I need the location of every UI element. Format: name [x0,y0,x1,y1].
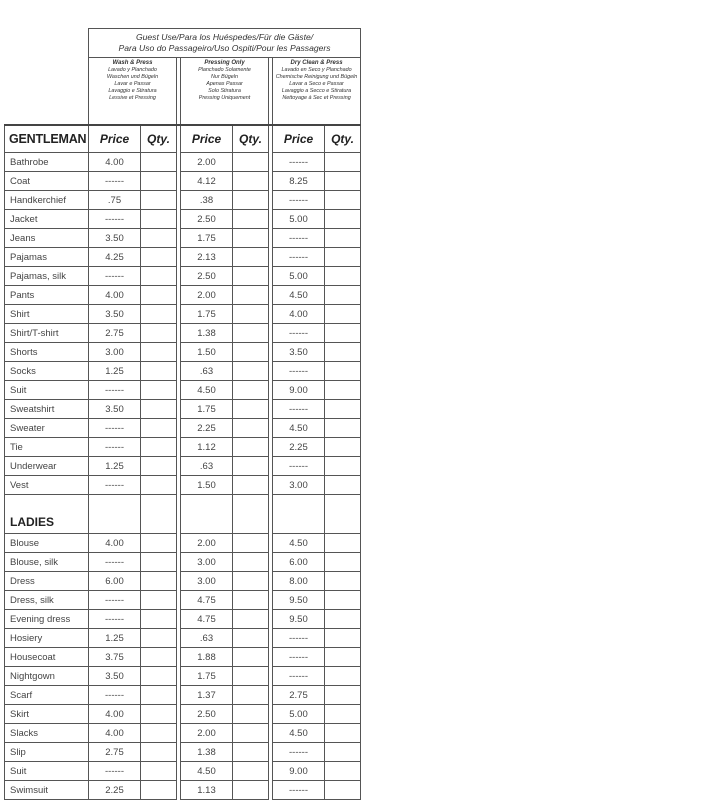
price-wash-cell: 4.00 [89,724,141,743]
qty-press-cell[interactable] [233,267,269,286]
item-name: Suit [5,381,89,400]
price-wash-cell: ------ [89,476,141,495]
qty-dry-cell[interactable] [325,648,361,667]
item-name: Shorts [5,343,89,362]
qty-press-cell[interactable] [233,248,269,267]
price-press-cell: 4.50 [181,762,233,781]
price-wash-cell: 3.50 [89,305,141,324]
price-wash-cell: ------ [89,267,141,286]
qty-press-cell[interactable] [233,362,269,381]
qty-dry-cell[interactable] [325,343,361,362]
price-header: Price [181,125,233,153]
table-row [5,629,361,648]
price-press-cell: 1.50 [181,343,233,362]
qty-press-cell[interactable] [233,438,269,457]
price-wash-cell: 4.00 [89,705,141,724]
qty-press-cell[interactable] [233,210,269,229]
price-dry-cell: 4.00 [273,305,325,324]
price-press-cell: 1.88 [181,648,233,667]
qty-dry-cell[interactable] [325,781,361,800]
item-name: Slip [5,743,89,762]
price-press-cell: .38 [181,191,233,210]
price-wash-cell: 4.00 [89,286,141,305]
qty-press-cell[interactable] [233,534,269,553]
price-press-cell: 2.00 [181,153,233,172]
qty-press-cell[interactable] [233,553,269,572]
service-wash-press: Wash & Press Lavado y Planchado Waschen und Bügeln Lavar e Passar Lavaggio e Stiratura Lessive et Pressing [89,58,177,126]
price-dry-cell: 3.00 [273,476,325,495]
item-name: Pajamas [5,248,89,267]
qty-wash-cell[interactable] [141,781,177,800]
price-dry-cell: ------ [273,743,325,762]
qty-wash-cell[interactable] [141,191,177,210]
price-press-cell: 4.50 [181,381,233,400]
price-press-cell: 2.00 [181,286,233,305]
qty-wash-cell[interactable] [141,153,177,172]
item-name: Suit [5,762,89,781]
table-row [5,362,361,381]
qty-dry-cell[interactable] [325,191,361,210]
table-row [5,648,361,667]
qty-dry-cell[interactable] [325,172,361,191]
qty-wash-cell[interactable] [141,362,177,381]
qty-press-cell[interactable] [233,286,269,305]
price-dry-cell: ------ [273,362,325,381]
qty-wash-cell[interactable] [141,705,177,724]
table-row [5,305,361,324]
qty-wash-cell[interactable] [141,286,177,305]
qty-dry-cell[interactable] [325,305,361,324]
price-wash-cell: ------ [89,610,141,629]
price-wash-cell: 3.50 [89,400,141,419]
qty-wash-cell[interactable] [141,381,177,400]
price-press-cell: 1.75 [181,667,233,686]
table-row [5,324,361,343]
qty-press-cell[interactable] [233,762,269,781]
table-row [5,743,361,762]
price-press-cell: 2.50 [181,705,233,724]
qty-wash-cell[interactable] [141,305,177,324]
price-header: Price [89,125,141,153]
price-wash-cell: 2.75 [89,743,141,762]
qty-dry-cell[interactable] [325,324,361,343]
price-press-cell: .63 [181,457,233,476]
qty-wash-cell[interactable] [141,267,177,286]
table-row [5,343,361,362]
price-press-cell: 1.37 [181,686,233,705]
price-press-cell: 2.00 [181,534,233,553]
price-dry-cell: 4.50 [273,534,325,553]
qty-wash-cell[interactable] [141,172,177,191]
qty-wash-cell[interactable] [141,553,177,572]
qty-wash-cell[interactable] [141,724,177,743]
price-wash-cell: 2.25 [89,781,141,800]
price-dry-cell: ------ [273,400,325,419]
ladies-header-row [5,495,361,534]
table-row [5,553,361,572]
price-dry-cell: ------ [273,248,325,267]
price-press-cell: .63 [181,629,233,648]
qty-press-cell[interactable] [233,381,269,400]
table-row [5,667,361,686]
price-dry-cell: 9.50 [273,591,325,610]
item-name: Blouse, silk [5,553,89,572]
price-dry-cell: ------ [273,667,325,686]
price-dry-cell: 2.25 [273,438,325,457]
price-dry-cell: ------ [273,781,325,800]
section-title-gentleman: GENTLEMAN [5,125,89,153]
price-press-cell: 1.75 [181,400,233,419]
qty-dry-cell[interactable] [325,229,361,248]
price-dry-cell: 4.50 [273,286,325,305]
item-name: Hosiery [5,629,89,648]
qty-wash-cell[interactable] [141,591,177,610]
price-press-cell: 1.13 [181,781,233,800]
price-press-cell: 2.13 [181,248,233,267]
price-press-cell: 1.12 [181,438,233,457]
item-name: Sweatshirt [5,400,89,419]
qty-wash-cell[interactable] [141,534,177,553]
price-dry-cell: 3.50 [273,343,325,362]
qty-wash-cell[interactable] [141,743,177,762]
item-name: Shirt [5,305,89,324]
gentleman-header-row [5,125,361,153]
price-wash-cell: 6.00 [89,572,141,591]
qty-press-cell[interactable] [233,172,269,191]
price-wash-cell: ------ [89,591,141,610]
qty-press-cell[interactable] [233,400,269,419]
table-row [5,172,361,191]
table-row [5,591,361,610]
qty-press-cell[interactable] [233,743,269,762]
table-row [5,400,361,419]
qty-wash-cell[interactable] [141,686,177,705]
qty-press-cell[interactable] [233,153,269,172]
price-wash-cell: 4.00 [89,534,141,553]
item-name: Bathrobe [5,153,89,172]
qty-wash-cell[interactable] [141,476,177,495]
price-dry-cell: ------ [273,229,325,248]
item-name: Vest [5,476,89,495]
item-name: Blouse [5,534,89,553]
qty-dry-cell[interactable] [325,248,361,267]
item-name: Swimsuit [5,781,89,800]
item-name: Jeans [5,229,89,248]
price-press-cell: .63 [181,362,233,381]
qty-press-cell[interactable] [233,629,269,648]
price-wash-cell: ------ [89,686,141,705]
qty-dry-cell[interactable] [325,381,361,400]
qty-press-cell[interactable] [233,591,269,610]
price-press-cell: 1.75 [181,229,233,248]
item-name: Socks [5,362,89,381]
price-press-cell: 3.00 [181,553,233,572]
table-row [5,438,361,457]
item-name: Tie [5,438,89,457]
table-row [5,267,361,286]
qty-wash-cell[interactable] [141,419,177,438]
price-wash-cell: 4.25 [89,248,141,267]
qty-press-cell[interactable] [233,610,269,629]
qty-dry-cell[interactable] [325,762,361,781]
qty-header: Qty. [325,125,361,153]
qty-dry-cell[interactable] [325,743,361,762]
price-press-cell: 4.75 [181,591,233,610]
item-name: Sweater [5,419,89,438]
qty-dry-cell[interactable] [325,419,361,438]
table-row [5,762,361,781]
item-name: Dress, silk [5,591,89,610]
table-row [5,686,361,705]
price-press-cell: 1.50 [181,476,233,495]
qty-wash-cell[interactable] [141,457,177,476]
price-dry-cell: 5.00 [273,705,325,724]
price-table [4,28,361,800]
price-header: Price [273,125,325,153]
item-name: Pants [5,286,89,305]
price-dry-cell: 5.00 [273,210,325,229]
qty-press-cell[interactable] [233,457,269,476]
price-press-cell: 2.50 [181,210,233,229]
price-wash-cell: ------ [89,553,141,572]
qty-press-cell[interactable] [233,686,269,705]
price-press-cell: 2.25 [181,419,233,438]
qty-wash-cell[interactable] [141,343,177,362]
qty-wash-cell[interactable] [141,572,177,591]
qty-press-cell[interactable] [233,343,269,362]
qty-dry-cell[interactable] [325,153,361,172]
qty-dry-cell[interactable] [325,210,361,229]
qty-press-cell[interactable] [233,781,269,800]
price-wash-cell: 4.00 [89,153,141,172]
item-name: Slacks [5,724,89,743]
table-row [5,572,361,591]
price-dry-cell: 4.50 [273,419,325,438]
qty-wash-cell[interactable] [141,438,177,457]
qty-dry-cell[interactable] [325,400,361,419]
table-row [5,191,361,210]
qty-dry-cell[interactable] [325,686,361,705]
qty-press-cell[interactable] [233,648,269,667]
table-row [5,724,361,743]
table-row [5,286,361,305]
price-wash-cell: ------ [89,172,141,191]
qty-dry-cell[interactable] [325,286,361,305]
qty-wash-cell[interactable] [141,210,177,229]
price-wash-cell: 3.00 [89,343,141,362]
item-name: Nightgown [5,667,89,686]
item-name: Pajamas, silk [5,267,89,286]
price-wash-cell: ------ [89,419,141,438]
qty-dry-cell[interactable] [325,553,361,572]
item-name: Jacket [5,210,89,229]
qty-dry-cell[interactable] [325,457,361,476]
qty-press-cell[interactable] [233,667,269,686]
price-press-cell: 2.00 [181,724,233,743]
qty-press-cell[interactable] [233,572,269,591]
price-dry-cell: ------ [273,629,325,648]
qty-dry-cell[interactable] [325,438,361,457]
table-row [5,705,361,724]
qty-dry-cell[interactable] [325,267,361,286]
price-dry-cell: 4.50 [273,724,325,743]
price-dry-cell: 8.25 [273,172,325,191]
qty-header: Qty. [233,125,269,153]
table-row [5,781,361,800]
guest-use-row [5,29,361,58]
qty-press-cell[interactable] [233,476,269,495]
item-name: Skirt [5,705,89,724]
price-dry-cell: 9.00 [273,381,325,400]
price-press-cell: 1.38 [181,324,233,343]
price-dry-cell: 8.00 [273,572,325,591]
qty-press-cell[interactable] [233,724,269,743]
item-name: Dress [5,572,89,591]
item-name: Scarf [5,686,89,705]
price-dry-cell: ------ [273,191,325,210]
price-dry-cell: 9.50 [273,610,325,629]
table-row [5,229,361,248]
qty-dry-cell[interactable] [325,705,361,724]
qty-wash-cell[interactable] [141,610,177,629]
price-press-cell: 1.75 [181,305,233,324]
price-press-cell: 2.50 [181,267,233,286]
item-name: Housecoat [5,648,89,667]
section-title-ladies: LADIES [5,495,89,534]
price-press-cell: 1.38 [181,743,233,762]
table-row [5,419,361,438]
qty-wash-cell[interactable] [141,400,177,419]
price-press-cell: 4.12 [181,172,233,191]
table-row [5,457,361,476]
qty-press-cell[interactable] [233,305,269,324]
qty-dry-cell[interactable] [325,610,361,629]
service-dry-clean-press: Dry Clean & Press Lavado en Seco y Planchado Chemische Reinigung und Bügeln Lavar a Seco e Passar Lavaggio a Secco e Stiratura Nettoyage à Sec et Pressing [273,58,361,126]
price-wash-cell: ------ [89,762,141,781]
qty-header: Qty. [141,125,177,153]
item-name: Underwear [5,457,89,476]
price-dry-cell: 9.00 [273,762,325,781]
qty-press-cell[interactable] [233,705,269,724]
price-dry-cell: 6.00 [273,553,325,572]
table-row [5,153,361,172]
qty-wash-cell[interactable] [141,762,177,781]
qty-press-cell[interactable] [233,229,269,248]
qty-dry-cell[interactable] [325,629,361,648]
guest-use-header: Guest Use/Para los Huéspedes/Für die Gäste/ Para Uso do Passageiro/Uso Ospiti/Pour les Passagers [89,29,361,58]
price-wash-cell: 3.50 [89,667,141,686]
price-wash-cell: 2.75 [89,324,141,343]
table-row [5,248,361,267]
qty-press-cell[interactable] [233,419,269,438]
price-wash-cell: 3.50 [89,229,141,248]
price-dry-cell: 2.75 [273,686,325,705]
qty-dry-cell[interactable] [325,476,361,495]
qty-wash-cell[interactable] [141,324,177,343]
table-row [5,381,361,400]
price-dry-cell: 5.00 [273,267,325,286]
item-name: Shirt/T-shirt [5,324,89,343]
laundry-price-list [4,28,356,800]
price-dry-cell: ------ [273,457,325,476]
qty-wash-cell[interactable] [141,229,177,248]
price-wash-cell: 1.25 [89,629,141,648]
table-row [5,610,361,629]
qty-press-cell[interactable] [233,191,269,210]
qty-wash-cell[interactable] [141,248,177,267]
price-wash-cell: 3.75 [89,648,141,667]
qty-press-cell[interactable] [233,324,269,343]
price-wash-cell: 1.25 [89,362,141,381]
table-row [5,534,361,553]
qty-wash-cell[interactable] [141,648,177,667]
price-wash-cell: ------ [89,381,141,400]
price-wash-cell: 1.25 [89,457,141,476]
qty-dry-cell[interactable] [325,667,361,686]
price-wash-cell: .75 [89,191,141,210]
service-pressing-only: Pressing Only Planchado Solamente Nur Bügeln Apenas Passar Solo Stiratura Pressing Uniquement [181,58,269,126]
qty-wash-cell[interactable] [141,667,177,686]
price-wash-cell: ------ [89,438,141,457]
qty-dry-cell[interactable] [325,362,361,381]
price-dry-cell: ------ [273,648,325,667]
table-row [5,476,361,495]
qty-dry-cell[interactable] [325,572,361,591]
table-row [5,210,361,229]
price-dry-cell: ------ [273,324,325,343]
qty-dry-cell[interactable] [325,724,361,743]
price-wash-cell: ------ [89,210,141,229]
item-name: Coat [5,172,89,191]
price-press-cell: 4.75 [181,610,233,629]
item-name: Evening dress [5,610,89,629]
item-name: Handkerchief [5,191,89,210]
qty-wash-cell[interactable] [141,629,177,648]
qty-dry-cell[interactable] [325,591,361,610]
qty-dry-cell[interactable] [325,534,361,553]
price-press-cell: 3.00 [181,572,233,591]
price-dry-cell: ------ [273,153,325,172]
